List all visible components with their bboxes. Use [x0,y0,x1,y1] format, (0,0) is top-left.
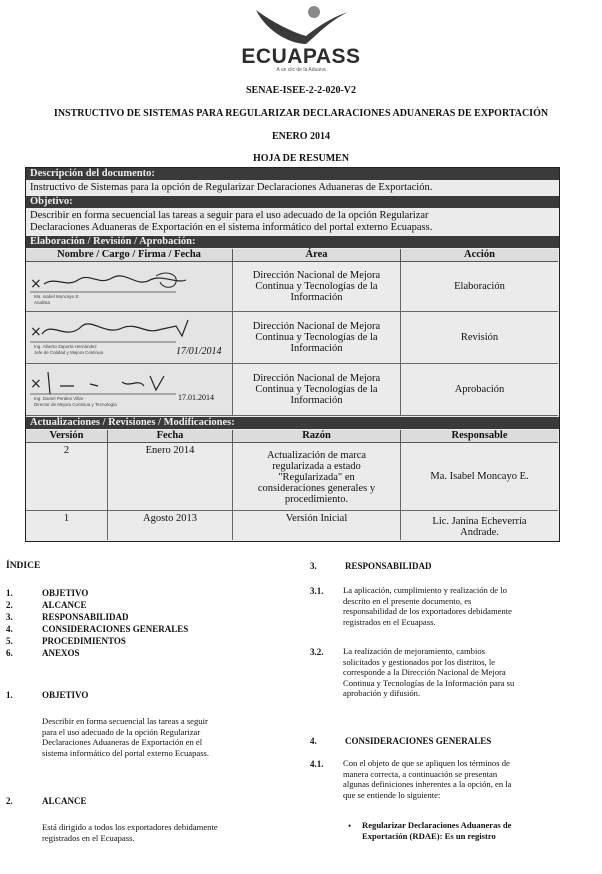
body-line: registrados en el Ecuapass. [42,832,135,843]
body-line: La aplicación, cumplimiento y realización de lo [343,585,507,595]
responsable-cell-1: Ma. Isabel Moncayo E. [401,443,558,511]
fecha-cell-2: Agosto 2013 [108,511,233,540]
responsable-line: Lic. Janina Echeverría [432,515,527,527]
section-3-2-number: 3.2. [310,647,324,657]
responsable-cell-2 [401,511,558,540]
index-item-anexos[interactable]: ANEXOS [42,648,80,658]
col-name-header: Nombre / Cargo / Firma / Fecha [26,249,233,262]
objective-label: Objetivo: [26,196,559,208]
section-1-number: 1. [6,690,13,700]
section-3-number: 3. [310,561,317,571]
index-num: 2. [6,600,13,610]
body-line: que se entiende lo siguiente: [343,789,441,800]
version-cell-1: 2 [26,443,108,511]
signature-date-1: 17/01/2014 [176,346,222,357]
area-line: Dirección Nacional de Mejora [252,321,381,332]
index-item-responsabilidad[interactable]: RESPONSABILIDAD [42,612,129,622]
logo-wordmark: ECUAPASS [241,45,361,68]
body-line: registrados en el Ecuapass. [343,616,436,627]
section-3-1-number: 3.1. [310,586,324,596]
body-line: La realización de mejoramiento, cambios [343,646,485,656]
signature-approval: × Ing. Daniel Perales Villar Director de Mejora Continua y Tecnología 17.01.2014 [26,364,233,416]
body-line: descrito en el presente documento, es [343,595,472,606]
summary-table [25,167,560,542]
area-line: Información [290,395,343,406]
document-date: ENERO 2014 [271,131,331,142]
svg-text:×: × [30,376,42,392]
signature-elaboration: × Ma. Isabel Moncayo E. Analista [26,262,233,312]
objective-text-2: Declaraciones Aduaneras de Exportación en el sistema informático del portal externo Ecuapass. [30,222,433,233]
col-version-header: Versión [26,430,108,443]
index-num: 3. [6,612,13,622]
razon-cell-2: Versión Inicial [233,511,401,540]
objective-text-1: Describir en forma secuencial las tareas a seguir para el uso adecuado de la opción Regularizar [30,210,429,221]
col-responsable-header: Responsable [401,430,558,443]
body-line: Continua y Tecnologías de la Información para su [343,677,515,688]
area-line: Información [290,343,343,354]
body-line: sistema informático del portal externo Ecuapass. [42,747,210,758]
body-line: Está dirigido a todos los exportadores debidamente [42,822,218,832]
ecuapass-logo [226,4,376,76]
section-4-1-body [343,758,578,800]
body-line: Con el objeto de que se apliquen los términos de [343,758,510,768]
body-line: algunas definiciones inherentes a la opción, en la [343,779,512,790]
elaboration-label: Elaboración / Revisión / Aprobación: [26,236,559,248]
svg-text:×: × [30,276,42,292]
description-label: Descripción del documento: [26,168,559,180]
body-line: Declaraciones Aduaneras de Exportación en el [42,737,203,748]
definition-rdae [362,820,578,841]
section-4-1-number: 4.1. [310,759,324,769]
razon-line: procedimiento. [284,494,349,505]
handwritten-signature-icon [26,364,233,416]
section-3-title: RESPONSABILIDAD [345,561,432,571]
col-razon-header: Razón [233,430,401,443]
section-2-title: ALCANCE [42,796,87,806]
body-line: corresponde a la Dirección Nacional de Mejora [343,667,506,678]
action-cell-2: Revisión [401,312,558,364]
razon-cell-1 [233,443,401,511]
body-line: Regularizar Declaraciones Aduaneras de [362,820,512,830]
logo-swoosh-icon [248,4,354,48]
index-item-objetivo[interactable]: OBJETIVO [42,588,89,598]
area-cell-1 [233,262,401,312]
index-title: ÍNDICE [6,561,41,571]
section-4-title: CONSIDERACIONES GENERALES [345,736,492,746]
section-3-2-body [343,646,578,699]
bullet-icon: • [348,821,352,831]
left-column [6,561,286,572]
signature-revision: × Ing. Alberto Zaporta Hernández Jefe de Calidad y Mejora Continua 17/01/2014 [26,312,233,364]
updates-label: Actualizaciones / Revisiones / Modificaciones: [26,417,559,429]
body-line: aprobación y difusión. [343,688,421,699]
index-num: 5. [6,636,13,646]
col-area-header: Área [233,249,401,262]
col-fecha-header: Fecha [108,430,233,443]
razon-line: consideraciones generales y [257,483,376,494]
area-cell-2 [233,312,401,364]
area-line: Continua y Tecnologías de la [255,281,378,292]
area-line: Dirección Nacional de Mejora [252,270,381,281]
section-1-title: OBJETIVO [42,690,89,700]
summary-sheet-title: HOJA DE RESUMEN [252,153,350,164]
section-1-body [42,716,278,758]
action-cell-1: Elaboración [401,262,558,312]
section-2-body [42,822,278,843]
razon-line: "Regularizada" en [278,472,355,483]
document-title: INSTRUCTIVO DE SISTEMAS PARA REGULARIZAR DECLARACIONES ADUANERAS DE EXPORTACIÓN [53,108,549,119]
body-line: manera correcta, a continuación se presentan [343,768,498,779]
index-item-procedimientos[interactable]: PROCEDIMIENTOS [42,636,126,646]
area-line: Información [290,292,343,303]
body-line: Exportación (RDAE): Es un registro [362,830,496,841]
body-line: para el uso adecuado de la opción Regularizar [42,726,201,737]
signature-date-2: 17.01.2014 [178,393,214,402]
body-line: solicitados y gestionados por los distritos, le [343,656,496,667]
area-cell-3 [233,364,401,416]
logo-tagline: A un clic de la Aduana [276,67,326,73]
section-4-number: 4. [310,736,317,746]
index-num: 6. [6,648,13,658]
area-line: Dirección Nacional de Mejora [252,373,381,384]
area-line: Continua y Tecnologías de la [255,384,378,395]
handwritten-signature-icon [26,262,233,312]
description-text: Instructivo de Sistemas para la opción de Regularizar Declaraciones Aduaneras de Exportación. [30,182,433,193]
section-2-number: 2. [6,796,13,806]
razon-line: regularizada a estado [272,461,361,472]
fecha-cell-1: Enero 2014 [108,443,233,511]
svg-text:×: × [30,324,42,340]
index-item-alcance[interactable]: ALCANCE [42,600,87,610]
index-num: 1. [6,588,13,598]
responsable-line: Andrade. [460,526,499,538]
index-num: 4. [6,624,13,634]
col-action-header: Acción [401,249,558,262]
section-3-1-body [343,585,578,627]
razon-line: Actualización de marca [266,450,367,461]
body-line: Describir en forma secuencial las tareas a seguir [42,716,208,726]
document-code: SENAE-ISEE-2-2-020-V2 [245,85,356,96]
area-line: Continua y Tecnologías de la [255,332,378,343]
version-cell-2: 1 [26,511,108,540]
index-item-consideraciones[interactable]: CONSIDERACIONES GENERALES [42,624,189,634]
action-cell-3: Aprobación [401,364,558,416]
body-line: responsabilidad de los exportadores debidamente [343,606,512,617]
